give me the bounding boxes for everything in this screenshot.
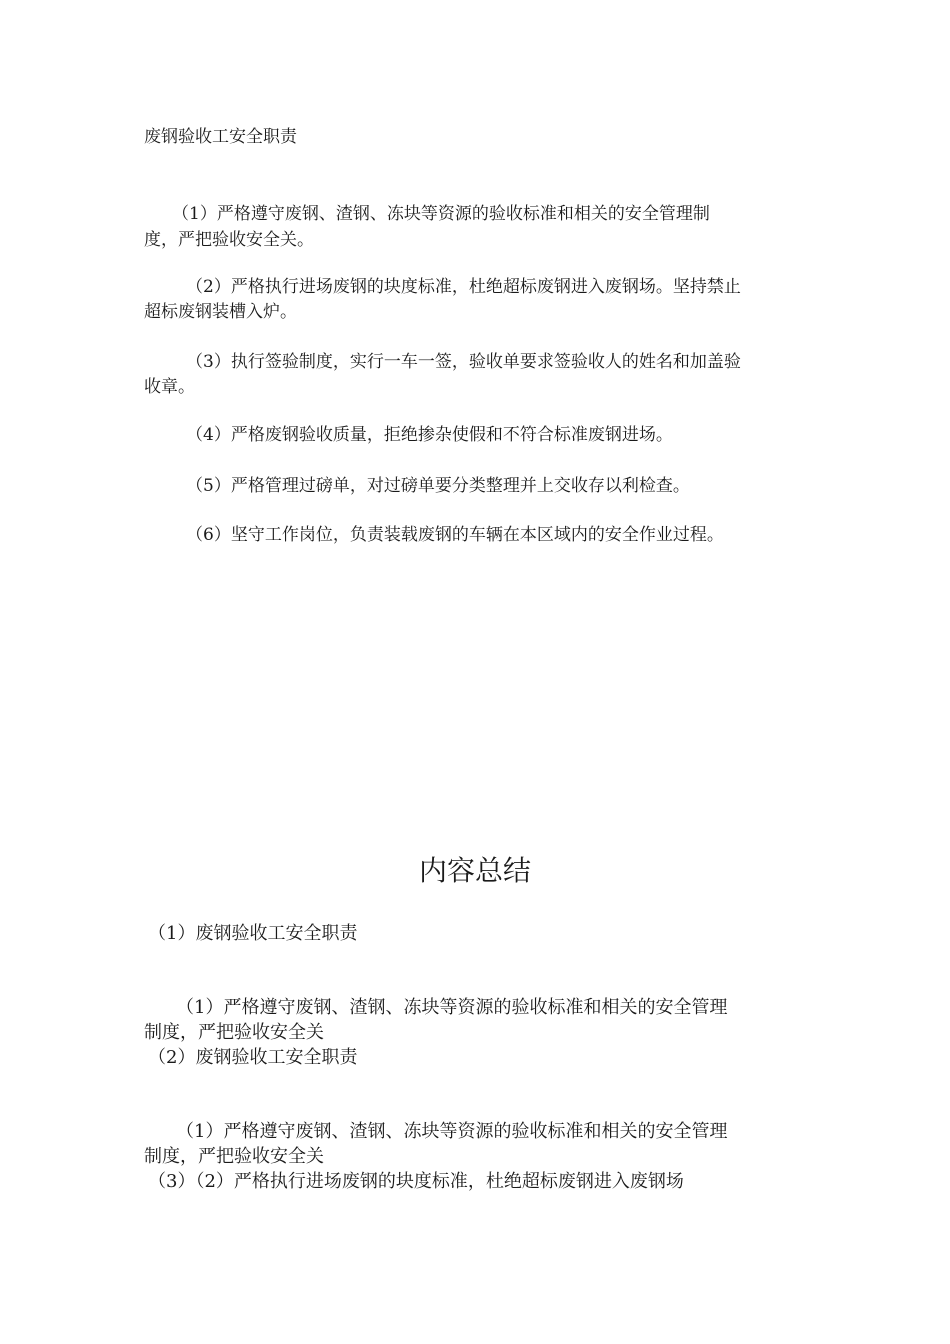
summary-block-2-heading: （2）废钢验收工安全职责 xyxy=(148,1047,358,1068)
summary-block-1-line-1: （1）严格遵守废钢、渣钢、冻块等资源的验收标准和相关的安全管理 xyxy=(176,997,728,1018)
summary-block-1-line-2: 制度，严把验收安全关 xyxy=(144,1022,324,1043)
duty-item-3-line-2: 收章。 xyxy=(144,377,195,397)
duty-item-6: （6）坚守工作岗位，负责装载废钢的车辆在本区域内的安全作业过程。 xyxy=(186,525,724,545)
duty-item-3-line-1: （3）执行签验制度，实行一车一签，验收单要求签验收人的姓名和加盖验 xyxy=(186,352,741,372)
summary-block-2-line-2: 制度，严把验收安全关 xyxy=(144,1146,324,1167)
summary-heading: 内容总结 xyxy=(418,854,531,887)
duty-item-2-line-2: 超标废钢装槽入炉。 xyxy=(144,302,297,322)
document-title: 废钢验收工安全职责 xyxy=(144,127,297,147)
summary-last-line: （3）（2）严格执行进场废钢的块度标准，杜绝超标废钢进入废钢场 xyxy=(148,1171,684,1192)
duty-item-4: （4）严格废钢验收质量，拒绝掺杂使假和不符合标准废钢进场。 xyxy=(186,425,673,445)
summary-block-1-heading: （1）废钢验收工安全职责 xyxy=(148,923,358,944)
duty-item-1-line-2: 度，严把验收安全关。 xyxy=(144,230,314,250)
duty-item-2-line-1: （2）严格执行进场废钢的块度标准，杜绝超标废钢进入废钢场。坚持禁止 xyxy=(186,277,741,297)
summary-block-2-line-1: （1）严格遵守废钢、渣钢、冻块等资源的验收标准和相关的安全管理 xyxy=(176,1121,728,1142)
duty-item-5: （5）严格管理过磅单，对过磅单要分类整理并上交收存以利检查。 xyxy=(186,476,690,496)
duty-item-1-line-1: （1）严格遵守废钢、渣钢、冻块等资源的验收标准和相关的安全管理制 xyxy=(172,204,710,224)
